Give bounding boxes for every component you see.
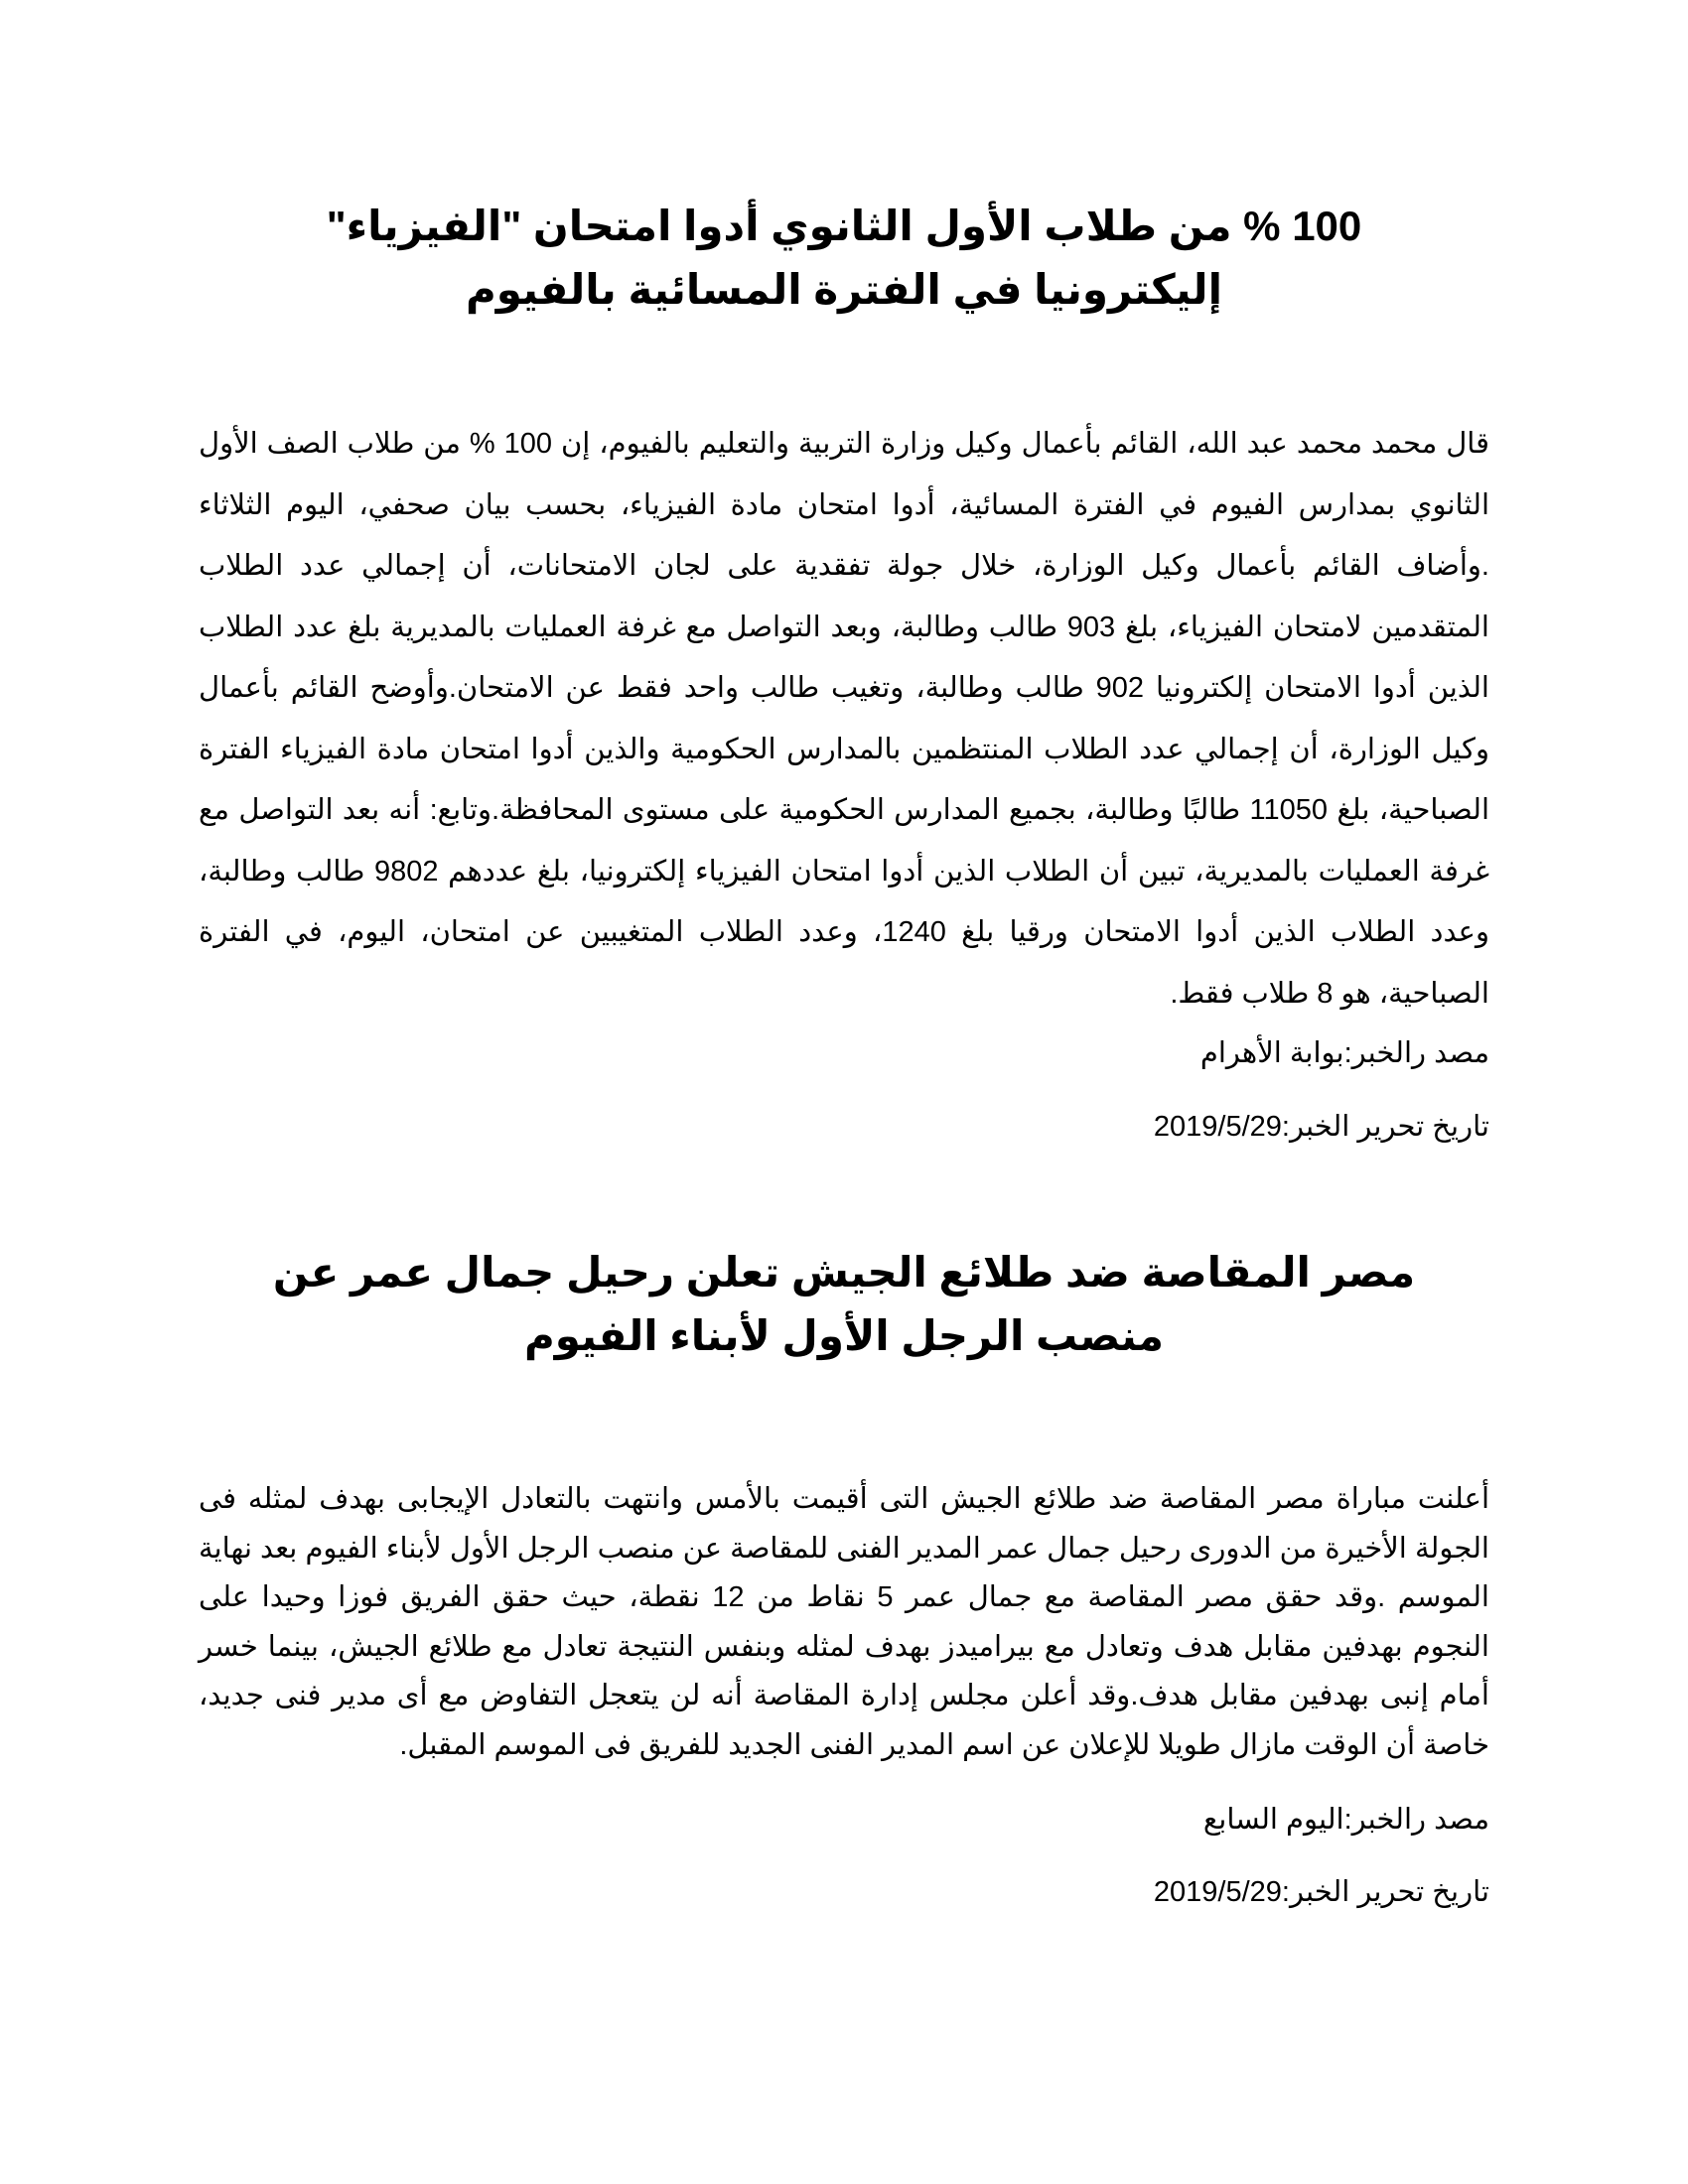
news-date-line: تاريخ تحرير الخبر:2019/5/29 (1153, 1111, 1489, 1143)
article-headline: 100 % من طلاب الأول الثانوي أدوا امتحان "الفيزياء" إليكترونيا في الفترة المسائية بالفيوم (326, 203, 1362, 313)
news-article-maqassa-coach (199, 1241, 1489, 1912)
article-headline: مصر المقاصة ضد طلائع الجيش تعلن رحيل جمال عمر عن منصب الرجل الأول لأبناء الفيوم (272, 1249, 1416, 1359)
news-source-line: مصد رالخبر:بوابة الأهرام (1199, 1037, 1489, 1069)
news-source-line: مصد رالخبر:اليوم السابع (1202, 1804, 1489, 1836)
news-article-physics-exam (199, 195, 1489, 1147)
document-page (199, 0, 1489, 2184)
article-body: أعلنت مباراة مصر المقاصة ضد طلائع الجيش التى أقيمت بالأمس وانتهت بالتعادل الإيجابى بهدف لمثله فى الجولة الأخيرة من الدورى رحيل جمال عمر المدير الفنى للمقاصة عن منصب الرجل الأول لأبناء الفيوم بعد نهاية الموسم .وقد حقق مصر المقاصة مع جمال عمر 5 نقاط من 12 نقطة، حيث حقق الفريق فوزا وحيدا على النجوم بهدفين مقابل هدف وتعادل مع بيراميدز بهدف لمثله وبنفس النتيجة تعادل مع طلائع الجيش، بينما خسر أمام إنبى بهدفين مقابل هدف.وقد أعلن مجلس إدارة المقاصة أنه لن يتعجل التفاوض مع أى مدير فنى جديد، خاصة أن الوقت مازال طويلا للإعلان عن اسم المدير الفنى الجديد للفريق فى الموسم المقبل. (199, 1483, 1489, 1761)
news-date-line: تاريخ تحرير الخبر:2019/5/29 (1153, 1876, 1489, 1908)
article-body: قال محمد محمد عبد الله، القائم بأعمال وكيل وزارة التربية والتعليم بالفيوم، إن 100 % من طلاب الصف الأول الثانوي بمدارس الفيوم في الفترة المسائية، أدوا امتحان مادة الفيزياء، بحسب بيان صحفي، اليوم الثلاثاء .وأضاف القائم بأعمال وكيل الوزارة، خلال جولة تفقدية على لجان الامتحانات، أن إجمالي عدد الطلاب المتقدمين لامتحان الفيزياء، بلغ 903 طالب وطالبة، وبعد التواصل مع غرفة العمليات بالمديرية بلغ عدد الطلاب الذين أدوا الامتحان إلكترونيا 902 طالب وطالبة، وتغيب طالب واحد فقط عن الامتحان.وأوضح القائم بأعمال وكيل الوزارة، أن إجمالي عدد الطلاب المنتظمين بالمدارس الحكومية والذين أدوا امتحان مادة الفيزياء الفترة الصباحية، بلغ 11050 طالبًا وطالبة، بجميع المدارس الحكومية على مستوى المحافظة.وتابع: أنه بعد التواصل مع غرفة العمليات بالمديرية، تبين أن الطلاب الذين أدوا امتحان الفيزياء إلكترونيا، بلغ عددهم 9802 طالب وطالبة، وعدد الطلاب الذين أدوا الامتحان ورقيا بلغ 1240، وعدد الطلاب المتغيبين عن امتحان، اليوم، في الفترة الصباحية، هو 8 طلاب فقط. (199, 428, 1489, 1010)
